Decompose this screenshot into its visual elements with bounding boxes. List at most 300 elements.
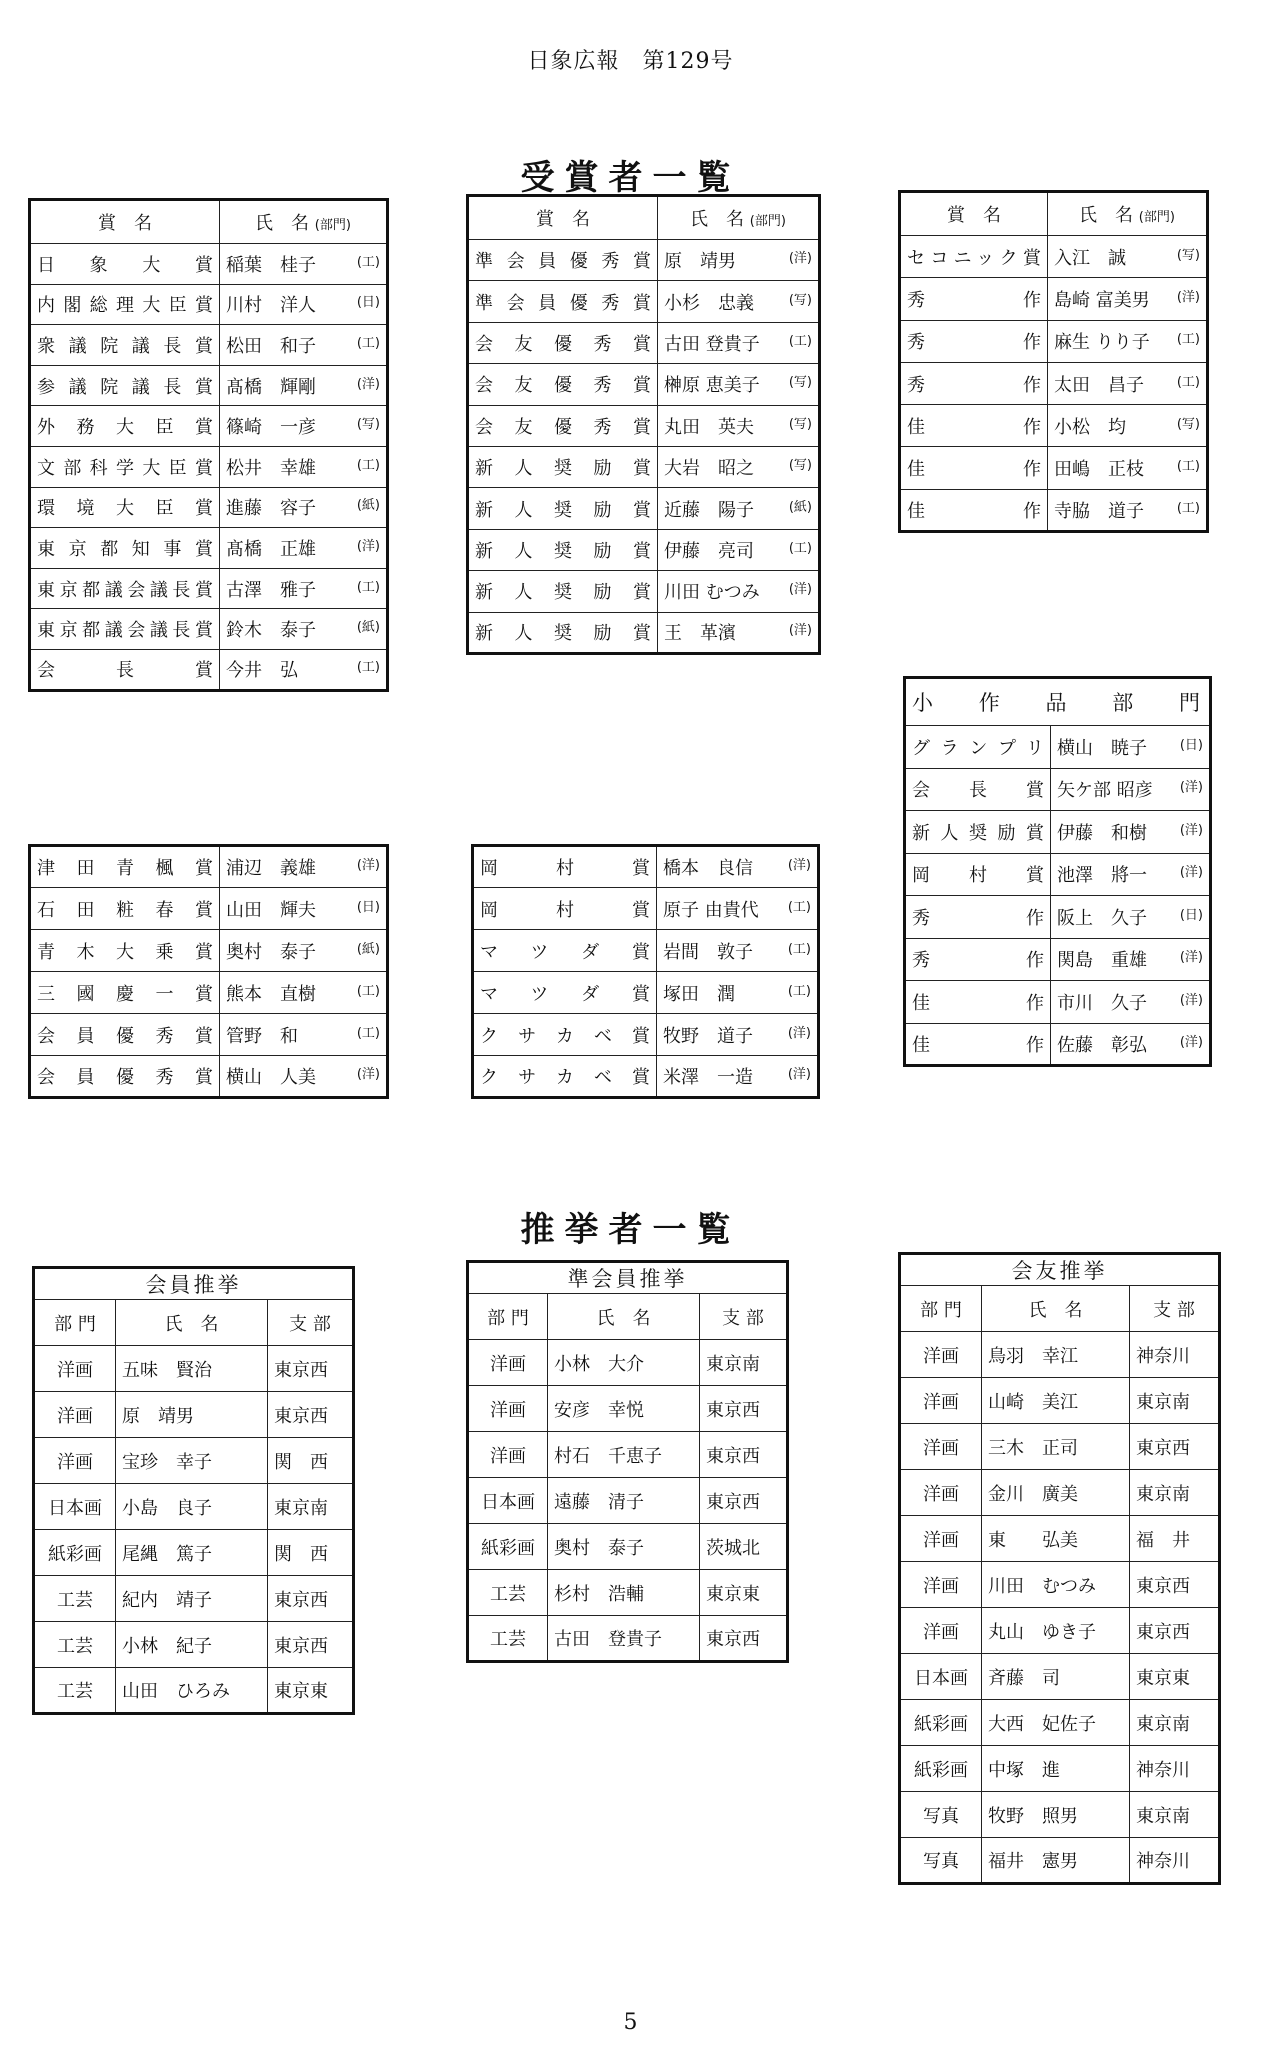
award-name-text: 東京都議会議長賞 [37, 579, 213, 601]
award-name [473, 846, 657, 888]
award-name [905, 853, 1051, 896]
branch-cell: 東京東 [268, 1668, 354, 1714]
branch-cell: 東京西 [700, 1478, 788, 1524]
table-title-row [905, 678, 1211, 726]
branch-cell: 神奈川 [1130, 1332, 1220, 1378]
winner-cell [658, 529, 820, 570]
branch-cell: 東京南 [1130, 1470, 1220, 1516]
table-row [34, 1438, 354, 1484]
winner-dept: (洋) [787, 858, 811, 873]
winner-cell [220, 649, 388, 690]
winner-name: 伊藤 和樹 [1057, 822, 1147, 844]
dept-cell: 紙彩画 [34, 1530, 116, 1576]
table-row [34, 1622, 354, 1668]
award-name-text: 佳作 [907, 459, 1041, 481]
award-name-text: 参議院議長賞 [37, 376, 213, 398]
winner-name: 伊藤 亮司 [664, 540, 754, 562]
winner-cell [657, 1056, 819, 1098]
winner-name: 松田 和子 [226, 335, 316, 357]
award-name [900, 447, 1048, 489]
table-row [905, 938, 1211, 981]
table-row [30, 528, 388, 569]
winner-name: 古田 登貴子 [664, 333, 760, 355]
winner-cell [1048, 320, 1208, 362]
winner-name: 川村 洋人 [226, 295, 316, 317]
winner-name: 横山 人美 [226, 1067, 316, 1088]
winner-dept: (写) [788, 375, 812, 391]
header-branch: 支 部 [268, 1300, 354, 1346]
award-name-text: 新人奨励賞 [475, 540, 651, 562]
name-cell: 古田 登貴子 [548, 1616, 700, 1662]
table-row [900, 1792, 1220, 1838]
award-name-text: 会友優秀賞 [475, 333, 651, 355]
table-row [900, 1424, 1220, 1470]
winner-cell [220, 325, 388, 366]
table-row [900, 236, 1208, 278]
winner-name: 原子 由貴代 [663, 899, 759, 921]
winner-dept: (工) [356, 579, 380, 595]
table-row [900, 1608, 1220, 1654]
award-name [905, 981, 1051, 1024]
winner-cell [1048, 278, 1208, 320]
winner-cell [657, 930, 819, 972]
recommend-table-associate [466, 1260, 789, 1663]
name-cell: 金川 廣美 [982, 1470, 1130, 1516]
winner-cell [220, 487, 388, 528]
name-cell: 小林 大介 [548, 1340, 700, 1386]
winner-cell [658, 446, 820, 487]
name-cell: 五味 賢治 [116, 1346, 268, 1392]
winner-cell [657, 972, 819, 1014]
award-name [30, 930, 220, 972]
winner-cell [658, 240, 820, 281]
header-award: 賞 名 [900, 192, 1048, 236]
table-row [468, 1386, 788, 1432]
winner-dept: (洋) [356, 376, 380, 392]
award-name [30, 244, 220, 285]
award-name-text: クサカベ賞 [480, 1067, 650, 1088]
header-row [468, 196, 820, 240]
awards-title: 受賞者一覧 [520, 158, 741, 198]
winner-cell [658, 322, 820, 363]
header-row [900, 1286, 1220, 1332]
award-name [473, 1056, 657, 1098]
winner-dept: (洋) [356, 858, 380, 873]
branch-cell: 東京西 [268, 1346, 354, 1392]
winner-cell [220, 930, 388, 972]
header-dept: 部 門 [34, 1300, 116, 1346]
table-row [468, 240, 820, 281]
winner-cell [220, 528, 388, 569]
name-cell: 山崎 美江 [982, 1378, 1130, 1424]
table-row [30, 1056, 388, 1098]
award-name-text: マツダ賞 [480, 983, 650, 1005]
name-cell: 福井 憲男 [982, 1838, 1130, 1884]
winner-cell [220, 244, 388, 285]
award-name [473, 930, 657, 972]
branch-cell: 東京東 [700, 1570, 788, 1616]
award-name [468, 446, 658, 487]
winner-name: 岩間 敦子 [663, 941, 753, 963]
winner-name: 松井 幸雄 [226, 457, 316, 479]
table-row [905, 811, 1211, 854]
header-name: 氏 名 [548, 1294, 700, 1340]
table-title: 会友推挙 [900, 1254, 1220, 1286]
award-name-text: 東京都知事賞 [37, 538, 213, 560]
award-name [473, 1014, 657, 1056]
dept-cell: 紙彩画 [900, 1746, 982, 1792]
winner-name: 近藤 陽子 [664, 499, 754, 521]
header-branch: 支 部 [700, 1294, 788, 1340]
header-name [1048, 192, 1208, 236]
header-name: 氏 名 [116, 1300, 268, 1346]
award-name [900, 362, 1048, 404]
header-dept-label: (部門) [314, 218, 351, 233]
winner-name: 稲葉 桂子 [226, 254, 316, 276]
award-name-text: 佳作 [912, 1034, 1044, 1056]
table-row [905, 896, 1211, 939]
table-row [468, 1432, 788, 1478]
header-row [900, 192, 1208, 236]
winner-name: 池澤 將一 [1057, 865, 1147, 887]
header-name-label: 氏 名 [690, 209, 745, 230]
table-row [900, 1470, 1220, 1516]
winner-dept: (工) [1176, 332, 1200, 348]
winner-dept: (洋) [1179, 1034, 1203, 1050]
winner-dept: (洋) [1179, 780, 1203, 796]
winner-cell [1048, 362, 1208, 404]
winner-name: 奥村 泰子 [226, 941, 316, 963]
award-name-text: 秀作 [907, 374, 1041, 396]
table-row [468, 488, 820, 529]
page-number: 5 [623, 2010, 638, 2035]
dept-cell: 洋画 [900, 1562, 982, 1608]
table-row [468, 281, 820, 322]
dept-cell: 工芸 [34, 1622, 116, 1668]
table-row [473, 1056, 819, 1098]
table-row [30, 888, 388, 930]
table-row [900, 405, 1208, 447]
award-name [473, 888, 657, 930]
branch-cell: 関 西 [268, 1438, 354, 1484]
header-award: 賞 名 [468, 196, 658, 240]
winner-dept: (工) [356, 983, 380, 999]
table-row [900, 1700, 1220, 1746]
award-name [905, 811, 1051, 854]
award-name-text: 外務大臣賞 [37, 417, 213, 439]
winner-dept: (写) [788, 458, 812, 474]
table-row [900, 320, 1208, 362]
winner-name: 塚田 潤 [663, 983, 735, 1005]
winner-dept: (日) [1179, 737, 1203, 753]
winner-dept: (日) [1179, 907, 1203, 923]
award-name [900, 236, 1048, 278]
dept-cell: 洋画 [900, 1378, 982, 1424]
table-row [34, 1484, 354, 1530]
award-name [468, 281, 658, 322]
award-name-text: 秀作 [912, 950, 1044, 972]
winner-dept: (写) [788, 416, 812, 432]
branch-cell: 東京東 [1130, 1654, 1220, 1700]
table-row [30, 446, 388, 487]
dept-cell: 洋画 [468, 1340, 548, 1386]
table-row [473, 888, 819, 930]
branch-cell: 東京南 [1130, 1700, 1220, 1746]
award-name-text: 会員優秀賞 [37, 1067, 213, 1088]
winner-cell [220, 406, 388, 447]
dept-cell: 紙彩画 [900, 1700, 982, 1746]
branch-cell: 東京南 [1130, 1792, 1220, 1838]
table-row [30, 1014, 388, 1056]
table-row [468, 571, 820, 612]
winner-cell [1051, 853, 1211, 896]
winner-dept: (洋) [788, 623, 812, 639]
winner-name: 髙橋 輝剛 [226, 376, 316, 398]
table-row [905, 726, 1211, 769]
name-cell: 三木 正司 [982, 1424, 1130, 1470]
award-name-text: 環境大臣賞 [37, 498, 213, 520]
award-name [905, 726, 1051, 769]
recommend-table-friend [898, 1252, 1221, 1885]
winner-dept: (工) [356, 457, 380, 473]
winner-dept: (紙) [356, 941, 380, 957]
winner-dept: (紙) [356, 620, 380, 636]
table-title-row [900, 1254, 1220, 1286]
award-name-text: セコニック賞 [907, 247, 1041, 269]
dept-cell: 写真 [900, 1838, 982, 1884]
name-cell: 東 弘美 [982, 1516, 1130, 1562]
winner-name: 小杉 忠義 [664, 292, 754, 314]
name-cell: 中塚 進 [982, 1746, 1130, 1792]
winner-dept: (日) [356, 295, 380, 311]
award-name [30, 888, 220, 930]
award-name-text: 岡村賞 [480, 899, 650, 921]
award-table-named-prizes [28, 844, 389, 1099]
winner-name: 進藤 容子 [226, 498, 316, 520]
header-row [30, 200, 388, 244]
winner-cell [220, 365, 388, 406]
award-name-text: 東京都議会議長賞 [37, 620, 213, 642]
winner-dept: (工) [787, 983, 811, 999]
award-name-text: 新人奨励賞 [475, 582, 651, 604]
dept-cell: 紙彩画 [468, 1524, 548, 1570]
table-row [30, 972, 388, 1014]
branch-cell: 東京西 [268, 1622, 354, 1668]
winner-name: 寺脇 道子 [1054, 500, 1144, 522]
table-row [900, 447, 1208, 489]
winner-dept: (工) [788, 540, 812, 556]
table-title-row [468, 1262, 788, 1294]
name-cell: 紀内 靖子 [116, 1576, 268, 1622]
award-name [468, 240, 658, 281]
table-row [30, 846, 388, 888]
table-row [30, 930, 388, 972]
winner-name: 篠崎 一彦 [226, 417, 316, 439]
branch-cell: 東京西 [1130, 1424, 1220, 1470]
award-name [30, 846, 220, 888]
award-name-text: 岡村賞 [912, 865, 1044, 887]
award-name-text: 会友優秀賞 [475, 416, 651, 438]
award-table-associate [466, 194, 821, 655]
table-row [30, 609, 388, 650]
award-name-text: マツダ賞 [480, 941, 650, 963]
winner-name: 髙橋 正雄 [226, 538, 316, 560]
branch-cell: 茨城北 [700, 1524, 788, 1570]
branch-cell: 東京南 [700, 1340, 788, 1386]
table-row [468, 1478, 788, 1524]
table-row [468, 364, 820, 405]
table-row [34, 1346, 354, 1392]
award-name [30, 487, 220, 528]
table-row [34, 1576, 354, 1622]
winner-name: 川田 むつみ [664, 582, 760, 604]
header-dept: 部 門 [468, 1294, 548, 1340]
branch-cell: 東京南 [1130, 1378, 1220, 1424]
award-name [473, 972, 657, 1014]
table-row [468, 446, 820, 487]
award-name-text: 会友優秀賞 [475, 375, 651, 397]
winner-cell [658, 405, 820, 446]
dept-cell: 洋画 [900, 1516, 982, 1562]
award-table-small-works [903, 676, 1212, 1067]
header-branch: 支 部 [1130, 1286, 1220, 1332]
table-row [30, 487, 388, 528]
award-name [30, 1056, 220, 1098]
table-row [473, 1014, 819, 1056]
table-row [473, 972, 819, 1014]
recommenders-title: 推挙者一覧 [520, 1210, 741, 1250]
dept-cell: 日本画 [468, 1478, 548, 1524]
winner-name: 山田 輝夫 [226, 899, 316, 921]
winner-dept: (工) [356, 1025, 380, 1041]
name-cell: 小林 紀子 [116, 1622, 268, 1668]
branch-cell: 東京西 [700, 1432, 788, 1478]
winner-name: 小松 均 [1054, 416, 1126, 438]
award-name-text: 石田粧春賞 [37, 899, 213, 921]
dept-cell: 工芸 [34, 1576, 116, 1622]
award-name [468, 322, 658, 363]
winner-dept: (日) [356, 899, 380, 915]
header-dept: 部 門 [900, 1286, 982, 1332]
branch-cell: 東京西 [268, 1576, 354, 1622]
winner-dept: (工) [1176, 459, 1200, 475]
winner-cell [1051, 938, 1211, 981]
winner-cell [1051, 811, 1211, 854]
table-row [468, 1524, 788, 1570]
award-name [468, 571, 658, 612]
award-name [30, 406, 220, 447]
award-name [30, 528, 220, 569]
award-name-text: 内閣総理大臣賞 [37, 295, 213, 317]
winner-dept: (洋) [788, 582, 812, 598]
winner-dept: (洋) [1176, 289, 1200, 305]
header-dept-label: (部門) [749, 214, 786, 229]
name-cell: 小島 良子 [116, 1484, 268, 1530]
dept-cell: 洋画 [34, 1392, 116, 1438]
dept-cell: 工芸 [468, 1616, 548, 1662]
winner-name: 牧野 道子 [663, 1025, 753, 1047]
header-award: 賞 名 [30, 200, 220, 244]
award-name-text: 会員優秀賞 [37, 1025, 213, 1047]
table-row [905, 768, 1211, 811]
table-row [905, 853, 1211, 896]
winner-dept: (工) [1176, 500, 1200, 516]
award-name-text: 秀作 [907, 289, 1041, 311]
winner-name: 阪上 久子 [1057, 907, 1147, 929]
winner-cell [220, 446, 388, 487]
winner-name: 橋本 良信 [663, 858, 753, 879]
name-cell: 斉藤 司 [982, 1654, 1130, 1700]
table-row [30, 365, 388, 406]
table-row [900, 489, 1208, 531]
winner-cell [220, 284, 388, 325]
branch-cell: 神奈川 [1130, 1838, 1220, 1884]
winner-dept: (工) [356, 335, 380, 351]
award-name [30, 365, 220, 406]
branch-cell: 東京西 [1130, 1608, 1220, 1654]
winner-cell [658, 281, 820, 322]
dept-cell: 洋画 [468, 1432, 548, 1478]
award-name [468, 364, 658, 405]
award-name [900, 405, 1048, 447]
table-row [30, 568, 388, 609]
winner-dept: (工) [788, 333, 812, 349]
header-name: 氏 名 [982, 1286, 1130, 1332]
branch-cell: 東京南 [268, 1484, 354, 1530]
award-name [905, 896, 1051, 939]
name-cell: 宝珍 幸子 [116, 1438, 268, 1484]
page-header: 日象広報 第129号 [527, 49, 734, 74]
award-name-text: 新人奨励賞 [475, 458, 651, 480]
name-cell: 牧野 照男 [982, 1792, 1130, 1838]
winner-cell [657, 846, 819, 888]
header-row [468, 1294, 788, 1340]
table-row [30, 649, 388, 690]
branch-cell: 東京西 [700, 1616, 788, 1662]
name-cell: 尾縄 篤子 [116, 1530, 268, 1576]
dept-cell: 洋画 [468, 1386, 548, 1432]
winner-name: 横山 暁子 [1057, 737, 1147, 759]
branch-cell: 東京西 [268, 1392, 354, 1438]
award-name [468, 529, 658, 570]
award-name-text: 準会員優秀賞 [475, 251, 651, 273]
award-name [905, 1023, 1051, 1066]
award-name-text: クサカベ賞 [480, 1025, 650, 1047]
winner-dept: (洋) [1179, 992, 1203, 1008]
table-row [34, 1392, 354, 1438]
award-name [30, 446, 220, 487]
winner-cell [1048, 236, 1208, 278]
winner-dept: (洋) [787, 1067, 811, 1082]
winner-name: 鈴木 泰子 [226, 620, 316, 642]
award-name-text: 準会員優秀賞 [475, 292, 651, 314]
dept-cell: 洋画 [900, 1608, 982, 1654]
winner-dept: (写) [1176, 416, 1200, 432]
award-table-photo-selections [898, 190, 1209, 533]
winner-dept: (写) [788, 292, 812, 308]
table-row [900, 362, 1208, 404]
award-name-text: 文部科学大臣賞 [37, 457, 213, 479]
winner-dept: (洋) [1179, 865, 1203, 881]
table-title-row [34, 1268, 354, 1300]
winner-dept: (洋) [356, 538, 380, 554]
dept-cell: 写真 [900, 1792, 982, 1838]
header-row [34, 1300, 354, 1346]
winner-name: 大岩 昭之 [664, 458, 754, 480]
winner-cell [657, 888, 819, 930]
header-name-label: 氏 名 [255, 213, 310, 234]
winner-cell [220, 846, 388, 888]
